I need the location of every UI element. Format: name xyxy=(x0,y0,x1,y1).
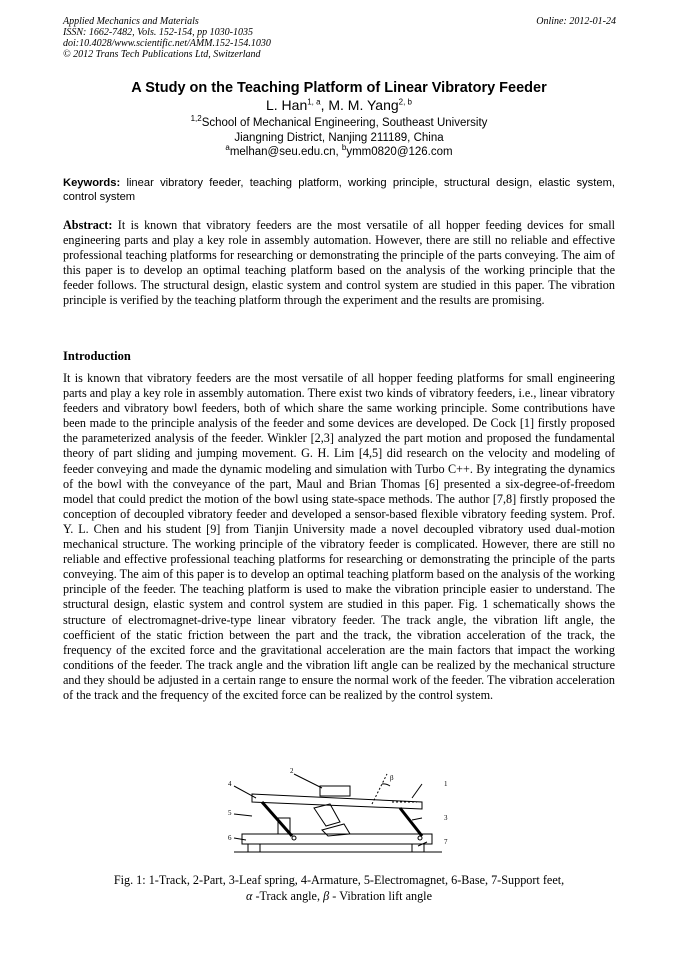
abstract xyxy=(63,218,615,309)
armature xyxy=(314,804,340,826)
caption-line-1: Fig. 1: 1-Track, 2-Part, 3-Leaf spring, 4-Armature, 5-Electromagnet, 6-Base, 7-Support feet, xyxy=(113,873,565,887)
paper-title: A Study on the Teaching Platform of Linear Vibratory Feeder xyxy=(131,80,547,96)
author-1: L. Han xyxy=(265,97,308,113)
beta-symbol: β xyxy=(323,889,330,903)
fig-label-4: 4 xyxy=(228,780,232,788)
keywords-text: linear vibratory feeder, teaching platform, working principle, structural design, elastic system, control system xyxy=(63,177,615,203)
author-1-sup: 1, a xyxy=(307,97,321,107)
keywords xyxy=(63,176,615,204)
copyright: © 2012 Trans Tech Publications Ltd, Switzerland xyxy=(63,49,261,60)
support-foot-right xyxy=(412,844,424,852)
online-date: Online: 2012-01-24 xyxy=(536,16,616,27)
support-foot-left xyxy=(248,844,260,852)
journal-header xyxy=(63,16,271,60)
email-b[interactable]: ymm0820@126.com xyxy=(346,146,453,158)
abstract-text: It is known that vibratory feeders are the most versatile of all hopper feeding devices for small engineering parts and play a key role in assembly automation. However, there are still no reliable and effective professional teaching platforms for researching or demonstrating the principle of the parts conveying. The aim of this paper is to develop an optimal teaching platform based on the analysis of the working principle that the feeder follows. The structural design, elastic system and control system are studied in this paper. The vibration principle is verified by the teaching platform through the experiment and the results are promising. xyxy=(63,218,615,308)
affiliation xyxy=(0,116,678,160)
feeder-figure xyxy=(222,764,462,864)
email-a[interactable]: melhan@seu.edu.cn, xyxy=(229,146,342,158)
fig-label-3: 3 xyxy=(444,814,448,822)
part xyxy=(320,786,350,796)
fig-label-7: 7 xyxy=(444,838,448,846)
introduction-heading: Introduction xyxy=(63,349,131,363)
affil-line-1: School of Mechanical Engineering, Southeast University xyxy=(201,117,488,129)
affil-line-2: Jiangning District, Nanjing 211189, China xyxy=(234,131,444,144)
fig-label-5: 5 xyxy=(228,809,232,817)
emails: $^a$melhan@seu.edu.cn, $^b$ymm0820@126.com xyxy=(225,143,453,158)
leaf-spring-left xyxy=(262,802,292,836)
author-2: M. M. Yang xyxy=(328,97,399,113)
author-sep: , xyxy=(320,97,329,113)
fig-label-beta: β xyxy=(390,774,394,782)
author-2-sup: 2, b xyxy=(398,97,412,107)
fig-label-1: 1 xyxy=(444,780,448,788)
fig-label-6: 6 xyxy=(228,834,232,842)
introduction-text: It is known that vibratory feeders are the most versatile of all hopper feeding platforms for small engineering parts and play a key role in assembly automation. There exist two kinds of vibratory feeders, i.e., linear vibratory feeders and vibratory bowl feeders, both of which share the same working principle. Some contributions have been made to the principle analysis of the feeder and some devices are developed. De Cock [1] firstly proposed the parameterized analysis of the feeder. Winkler [2,3] analyzed the part motion and proposed the fundamental theory of part sliding and jumping movement. G. H. Lim [4,5] did research on the velocity and modeling of feeder conveying and made the dynamic modeling and simulation with Turbo C++. By integrating the dynamics of the bowl with the conveyance of the part, Maul and Brian Thomas [6] presented a six-degree-of-freedom model that could predict the motion of the bowl using state-space methods. The author [7,8] firstly proposed the conception of decoupled vibratory feeder and developed a sensor-based flexible vibratory feeding system. Prof. Y. L. Chen and his student [9] from Tianjin University made a novel decoupled vibratory used dual-motion mechanical structure. The working principle of the vibratory feeder is complicated. However, there are still no reliable and effective professional teaching platforms for researching or demonstrating the principle of the parts conveying. The aim of this paper is to develop an optimal teaching platform based on the analysis of the working principle of the feeder. The teaching platform is used to make the vibration principle easier to understand. The structural design, elastic system and control system are studied in this paper. Fig. 1 schematically shows the structure of electromagnet-drive-type linear vibratory feeder. The track angle, the vibration lift angle, the coefficient of the static friction between the part and the track, the vibration acceleration of the track, the frequency of the excited force and the gravitational acceleration are the main factors that impact the working conditions of the feeder. The track angle and the vibration lift angle can be realized by the mechanical structure and they should be adjusted in a certain range to ensure the normal work of the feeder. The vibration acceleration of the track and the frequency of the excited force can be realized by the control system. xyxy=(63,371,615,702)
fig-label-2: 2 xyxy=(290,767,294,775)
alpha-symbol: α xyxy=(246,889,253,903)
journal-name: Applied Mechanics and Materials xyxy=(63,16,199,27)
doi: doi:10.4028/www.scientific.net/AMM.152-154.1030 xyxy=(63,38,271,49)
issn: ISSN: 1662-7482, Vols. 152-154, pp 1030-1035 xyxy=(63,27,253,38)
leaf-spring-right xyxy=(400,808,422,836)
affil-sup: 1,2 xyxy=(190,114,202,124)
keywords-label: Keywords: xyxy=(63,177,121,189)
caption-line-2: α -Track angle, β - Vibration lift angle xyxy=(246,889,432,903)
authors xyxy=(0,97,678,113)
abstract-label: Abstract: xyxy=(63,218,113,232)
figure-caption xyxy=(0,872,678,904)
